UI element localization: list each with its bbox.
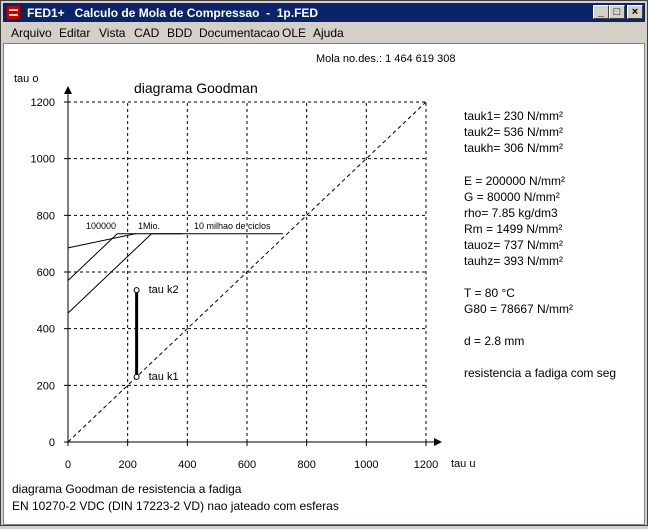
cycle-line-label: 100000 xyxy=(86,220,117,231)
cycle-line-label: 1Mio. xyxy=(138,220,161,231)
close-button[interactable]: × xyxy=(627,5,643,19)
title-bar[interactable] xyxy=(3,3,645,22)
x-tick-label: 0 xyxy=(64,459,72,471)
result-line: tauk1= 230 N/mm² xyxy=(464,109,564,123)
goodman-chart xyxy=(4,44,644,524)
x-tick-label: 600 xyxy=(237,459,257,471)
result-line: G80 = 78667 N/mm² xyxy=(464,302,574,316)
x-tick-label: 200 xyxy=(118,459,137,471)
load-point xyxy=(134,374,139,379)
cycle-line xyxy=(68,234,183,281)
y-tick-label: 0 xyxy=(48,437,55,449)
y-axis-arrow xyxy=(64,86,72,94)
result-line: E = 200000 N/mm² xyxy=(464,174,566,188)
drawing-area xyxy=(3,43,645,525)
y-tick-label: 1200 xyxy=(30,97,55,109)
x-axis-arrow xyxy=(434,438,442,446)
menu-editar[interactable]: Editar xyxy=(59,26,91,40)
menu-documentacao[interactable]: Documentacao xyxy=(199,26,280,40)
x-tick-label: 1000 xyxy=(354,459,379,471)
x-tick-label: 400 xyxy=(178,459,197,471)
menu-ajuda[interactable]: Ajuda xyxy=(313,26,344,40)
y-tick-label: 600 xyxy=(36,267,55,279)
result-line: tauoz= 737 N/mm² xyxy=(464,238,564,252)
spring-app-icon[interactable] xyxy=(6,5,21,20)
minimize-button[interactable]: _ xyxy=(593,5,609,19)
chart-title: diagrama Goodman xyxy=(134,80,258,96)
y-tick-label: 200 xyxy=(36,380,55,393)
maximize-button[interactable]: □ xyxy=(609,5,625,19)
cycle-line xyxy=(68,234,137,248)
result-line: tauhz= 393 N/mm² xyxy=(464,254,564,268)
result-line: rho= 7.85 kg/dm3 xyxy=(464,206,558,220)
result-line: G = 80000 N/mm² xyxy=(464,190,560,204)
window-title: FED1+ Calculo de Mola de Compressao - 1p.FED xyxy=(27,6,319,20)
menu-bar xyxy=(3,23,645,42)
drawing-header: Mola no.des.: 1 464 619 308 xyxy=(316,53,456,65)
footer-line-2: EN 10270-2 VDC (DIN 17223-2 VD) nao jateado com esferas xyxy=(12,499,339,513)
result-line: resistencia a fadiga com seg xyxy=(464,366,617,380)
result-line: tauk2= 536 N/mm² xyxy=(464,125,564,139)
footer-line-1: diagrama Goodman de resistencia a fadiga xyxy=(12,482,242,496)
result-line: T = 80 °C xyxy=(464,286,515,300)
y-axis-label: tau o xyxy=(14,73,39,85)
x-tick-label: 1200 xyxy=(413,459,439,471)
result-line: d = 2.8 mm xyxy=(464,334,525,348)
cycle-line-label: 10 milhao de ciclos xyxy=(194,220,271,231)
result-line: taukh= 306 N/mm² xyxy=(464,141,564,155)
load-point-label: tau k2 xyxy=(148,284,179,297)
result-line: Rm = 1499 N/mm² xyxy=(464,222,563,236)
load-point xyxy=(134,288,139,293)
menu-ole[interactable]: OLE xyxy=(282,26,307,40)
cycle-line xyxy=(68,234,283,313)
x-tick-label: 800 xyxy=(297,459,316,471)
menu-cad[interactable]: CAD xyxy=(134,26,160,40)
y-tick-label: 1000 xyxy=(30,153,55,166)
y-tick-label: 400 xyxy=(36,323,55,336)
load-point-label: tau k1 xyxy=(148,370,179,383)
y-tick-label: 800 xyxy=(36,210,55,223)
menu-arquivo[interactable]: Arquivo xyxy=(11,26,52,40)
menu-vista[interactable]: Vista xyxy=(99,26,126,40)
x-axis-label: tau u xyxy=(451,458,476,470)
menu-bdd[interactable]: BDD xyxy=(167,26,193,40)
